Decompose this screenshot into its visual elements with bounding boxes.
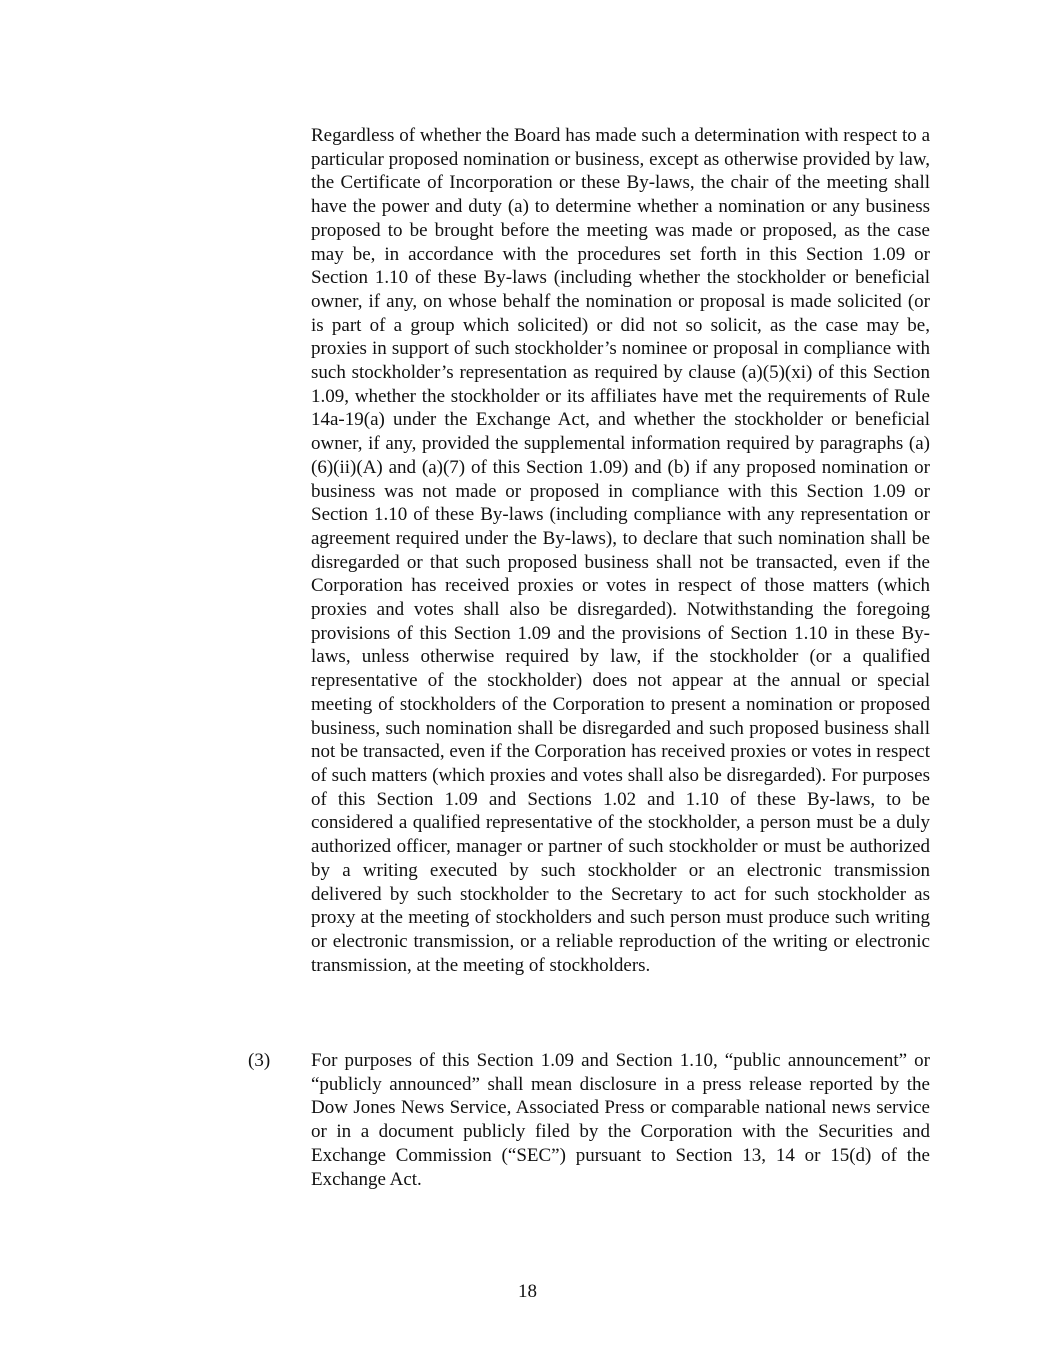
page-number: 18 [518, 1281, 537, 1302]
body-paragraph: Regardless of whether the Board has made such a determination with respect to a particular proposed nomination or business, except as otherwise provided by law, the Certificate of Incorporation or these By-laws, the chair of the meeting shall have the power and duty (a) to determine whether a nomination or any business proposed to be brought before the meeting was made or proposed, as the case may be, in accordance with the procedures set forth in this Section 1.09 or Section 1.10 of these By-laws (including whether the stockholder or beneficial owner, if any, on whose behalf the nomination or proposal is made solicited (or is part of a group which solicited) or did not so solicit, as the case may be, proxies in support of such stockholder’s nominee or proposal in compliance with such stockholder’s representation as required by clause (a)(5)(xi) of this Section 1.09, whether the stockholder or its affiliates have met the requirements of Rule 14a-19(a) under the Exchange Act, and whether the stockholder or beneficial owner, if any, provided the supplemental information required by paragraphs (a)(6)(ii)(A) and (a)(7) of this Section 1.09) and (b) if any proposed nomination or business was not made or proposed in compliance with this Section 1.09 or Section 1.10 of these By-laws (including compliance with any representation or agreement required under the By-laws), to declare that such nomination shall be disregarded or that such proposed business shall not be transacted, even if the Corporation has received proxies or votes in respect of those matters (which proxies and votes shall also be disregarded). Notwithstanding the foregoing provisions of this Section 1.09 and the provisions of Section 1.10 in these By-laws, unless otherwise required by law, if the stockholder (or a qualified representative of the stockholder) does not appear at the annual or special meeting of stockholders of the Corporation to present a nomination or proposed business, such nomination shall be disregarded and such proposed business shall not be transacted, even if the Corporation has received proxies or votes in respect of such matters (which proxies and votes shall also be disregarded). For purposes of this Section 1.09 and Sections 1.02 and 1.10 of these By-laws, to be considered a qualified representative of the stockholder, a person must be a duly authorized officer, manager or partner of such stockholder or must be authorized by a writing executed by such stockholder or an electronic transmission delivered by such stockholder to the Secretary to act for such stockholder as proxy at the meeting of stockholders and such person must produce such writing or electronic transmission, or a reliable reproduction of the writing or electronic transmission, at the meeting of stockholders. [311, 125, 930, 976]
item-number: (3) [248, 1050, 271, 1071]
item-text: For purposes of this Section 1.09 and Section 1.10, “public announcement” or “publicly announced” shall mean disclosure in a press release reported by the Dow Jones News Service, Associated Press or comparable national news service or in a document publicly filed by the Corporation with the Securities and Exchange Commission (“SEC”) pursuant to Section 13, 14 or 15(d) of the Exchange Act. [311, 1050, 930, 1190]
